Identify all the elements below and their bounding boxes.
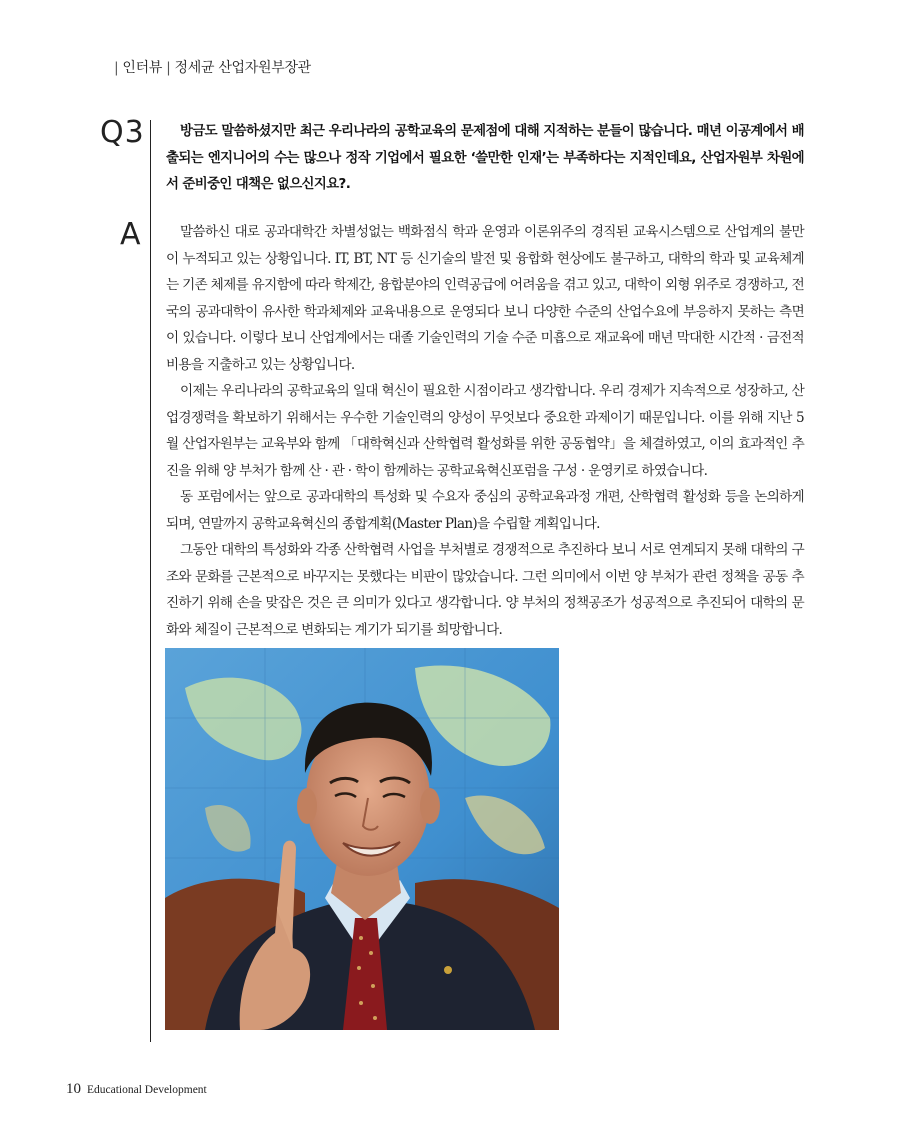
answer-marker: A <box>120 217 141 252</box>
interview-photo <box>165 648 559 1030</box>
margin-rule <box>150 120 151 1042</box>
answer-paragraph: 이제는 우리나라의 공학교육의 일대 혁신이 필요한 시점이라고 생각합니다. 우리 경제가 지속적으로 성장하고, 산업경쟁력을 확보하기 위해서는 우수한 기술인력의 양성이 무엇보다 중요한 과제이기 때문입니다. 이를 위해 지난 5월 산업자원부는 교육부와 함께 「대학혁신과 산학협력 활성화를 위한 공동협약」을 체결하였고, 이의 효과적인 추진을 위해 양 부처가 함께 산 · 관 · 학이 함께하는 공학교육혁신포럼을 구성 · 운영키로 하였습니다. <box>166 383 804 479</box>
question-marker: Q3 <box>100 115 145 150</box>
header-divider: | <box>114 60 119 76</box>
header-divider: | <box>166 60 171 76</box>
answer-paragraph: 동 포럼에서는 앞으로 공과대학의 특성화 및 수요자 중심의 공학교육과정 개편, 산학협력 활성화 등을 논의하게 되며, 연말까지 공학교육혁신의 종합계획(Master Plan)을 수립할 계획입니다. <box>166 489 804 532</box>
answer-paragraph: 그동안 대학의 특성화와 각종 산학협력 사업을 부처별로 경쟁적으로 추진하다 보니 서로 연계되지 못해 대학의 구조와 문화를 근본적으로 바꾸지는 못했다는 비판이 많았습니다. 그런 의미에서 이번 양 부처가 관련 정책을 공동 추진하기 위해 손을 맞잡은 것은 큰 의미가 있다고 생각합니다. 양 부처의 정책공조가 성공적으로 추진되어 대학의 문화와 체질이 근본적으로 변화되는 계기가 되기를 희망합니다. <box>166 542 804 638</box>
running-header <box>110 57 311 77</box>
answer-paragraph: 말씀하신 대로 공과대학간 차별성없는 백화점식 학과 운영과 이론위주의 경직된 교육시스템으로 산업계의 불만이 누적되고 있는 상황입니다. IT, BT, NT 등 신기술의 발전 및 융합화 현상에도 불구하고, 대학의 학과 및 교육체계는 기존 체제를 유지함에 따라 학제간, 융합분야의 인력공급에 어려움을 겪고 있고, 대학이 외형 위주로 경쟁하고, 전국의 공과대학이 유사한 학과체제와 교육내용으로 운영되다 보니 다양한 수준의 산업수요에 부응하지 못하는 측면이 있습니다. 이렇다 보니 산업계에서는 대졸 기술인력의 기술 수준 미흡으로 재교육에 매년 막대한 시간적 · 금전적 비용을 지출하고 있는 상황입니다. <box>166 224 804 373</box>
page-number: 10 <box>66 1081 81 1097</box>
publication-name: Educational Development <box>87 1084 207 1096</box>
page-footer <box>66 1080 207 1098</box>
header-section: 인터뷰 <box>122 60 163 76</box>
question-text: 방금도 말씀하셨지만 최근 우리나라의 공학교육의 문제점에 대해 지적하는 분들이 많습니다. 매년 이공계에서 배출되는 엔지니어의 수는 많으나 정작 기업에서 필요한 ‘쓸만한 인재’는 부족하다는 지적인데요, 산업자원부 차원에서 준비중인 대책은 없으신지요?. <box>166 124 804 192</box>
header-subject: 정세균 산업자원부장관 <box>174 60 311 76</box>
answer-body <box>166 219 804 643</box>
